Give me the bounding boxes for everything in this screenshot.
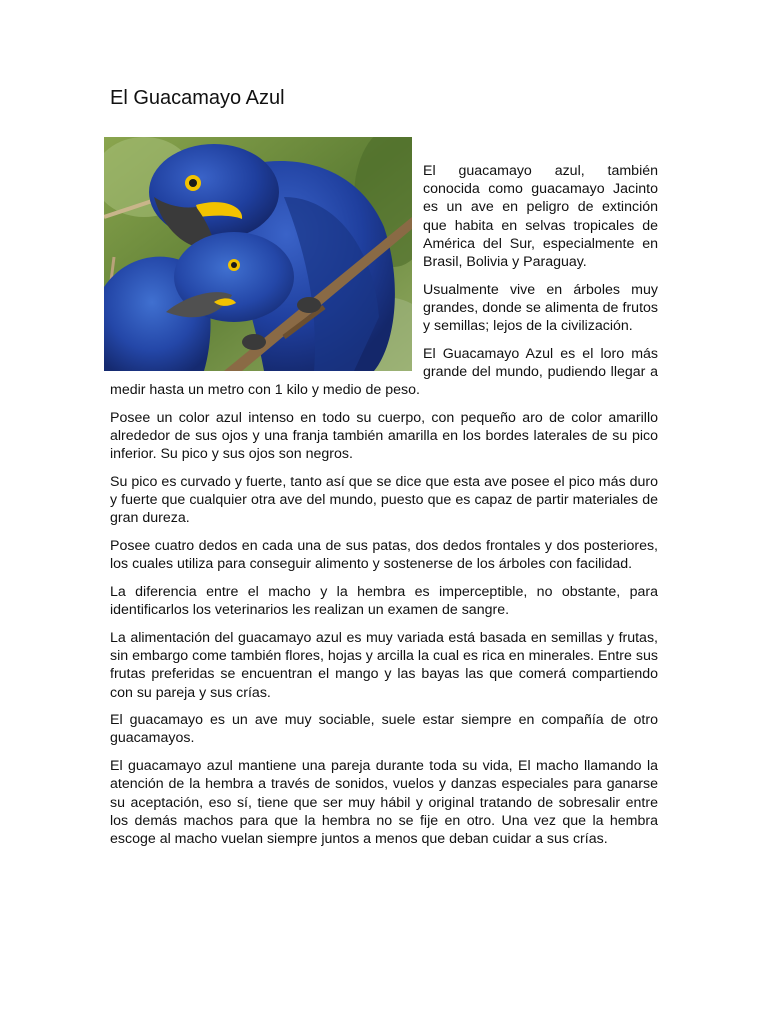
paragraph: Posee un color azul intenso en todo su cuerpo, con pequeño aro de color amarillo alrededor de sus ojos y una franja también amarilla en los bordes laterales de su pico inferior. Su pico y sus ojos son negros. [110, 409, 658, 463]
document-body [110, 162, 658, 858]
paragraph: El guacamayo azul mantiene una pareja durante toda su vida, El macho llamando la atención de la hembra a través de sonidos, vuelos y danzas especiales para ganarse su aceptación, eso sí, tiene que ser muy hábil y original tratando de sobresalir entre los demás machos para que la hembra no se fije en otro. Una vez que la hembra escoge al macho vuelan siempre juntos a menos que deban cuidar a sus crías. [110, 758, 658, 847]
paragraph: Usualmente vive en árboles muy grandes, donde se alimenta de frutos y semillas; lejos de la civilización. [423, 281, 658, 335]
paragraph: Su pico es curvado y fuerte, tanto así que se dice que esta ave posee el pico más duro y fuerte que cualquier otra ave del mundo, puesto que es capaz de partir materiales de gran dureza. [110, 474, 658, 527]
paragraph: El Guacamayo Azul es el loro más grande del mundo, pudiendo llegar a medir hasta un metro con 1 kilo y medio de peso. [110, 345, 658, 399]
paragraph: La diferencia entre el macho y la hembra es imperceptible, no obstante, para identificarlos los veterinarios les realizan un examen de sangre. [110, 584, 658, 619]
paragraph: El guacamayo azul, también conocida como guacamayo Jacinto es un ave en peligro de extinción que habita en selvas tropicales de América del Sur, especialmente en Brasil, Bolivia y Paraguay. [423, 163, 658, 271]
paragraph: La alimentación del guacamayo azul es muy variada está basada en semillas y frutas, sin embargo come también flores, hojas y arcilla la cual es rica en minerales. Entre sus frutas preferidas se encuentran el mango y las bayas las que comerá compartiendo con su pareja y sus crías. [110, 629, 658, 701]
image-wrap-spacer [110, 162, 423, 372]
paragraph: Posee cuatro dedos en cada una de sus patas, dos dedos frontales y dos posteriores, los cuales utiliza para conseguir alimento y sostenerse de los árboles con facilidad. [110, 538, 658, 573]
document-title: El Guacamayo Azul [110, 87, 285, 109]
paragraph: El guacamayo es un ave muy sociable, suele estar siempre en compañía de otro guacamayos. [110, 712, 658, 747]
